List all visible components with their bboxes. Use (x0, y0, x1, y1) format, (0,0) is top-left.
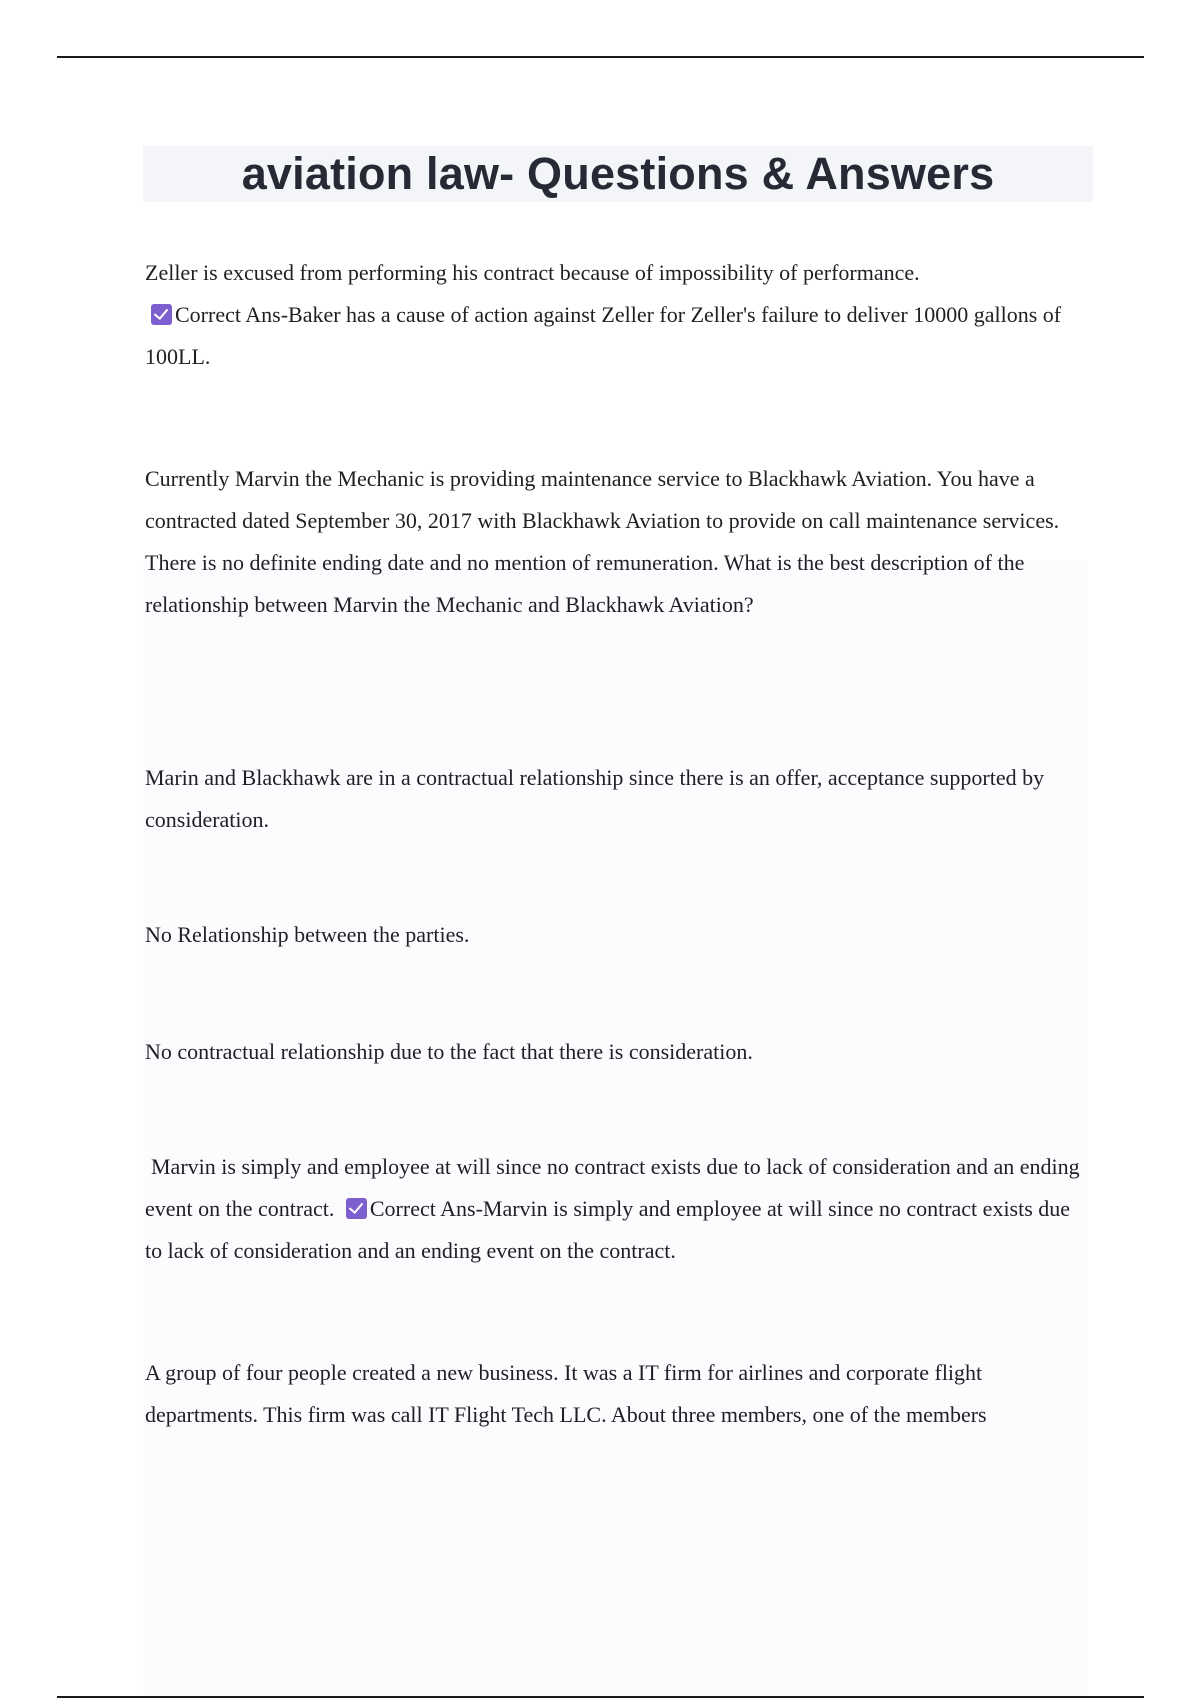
option-text: No contractual relationship due to the fact that there is consideration. (145, 1039, 753, 1064)
qa-block-3 (145, 757, 1090, 841)
qa-block-4 (145, 914, 1090, 956)
qa-block-1 (145, 252, 1090, 378)
option-text: Marvin is simply and employee at will since no contract exists due to lack of consideration and an ending event on the contract. (145, 1154, 1080, 1221)
top-divider (57, 56, 1144, 58)
question-text: A group of four people created a new business. It was a IT firm for airlines and corporate flight departments. This firm was call IT Flight Tech LLC. About three members, one of the members (145, 1360, 987, 1427)
qa-block-6 (145, 1146, 1090, 1272)
qa-block-5 (145, 1031, 1090, 1073)
option-text: No Relationship between the parties. (145, 922, 470, 947)
qa-block-7 (145, 1352, 1090, 1436)
answer-text: Correct Ans-Baker has a cause of action against Zeller for Zeller's failure to deliver 10000 gallons of 100LL. (145, 302, 1062, 369)
title-banner (143, 146, 1093, 202)
question-text: Zeller is excused from performing his contract because of impossibility of performance. (145, 260, 920, 285)
option-text: Marin and Blackhawk are in a contractual relationship since there is an offer, acceptance supported by consideration. (145, 765, 1045, 832)
content-background (143, 560, 1088, 1696)
checkbox-checked-icon (151, 304, 172, 325)
answer-text: Correct Ans-Marvin is simply and employee at will since no contract exists due to lack of consideration and an ending event on the contract. (145, 1196, 1071, 1263)
page-title: aviation law- Questions & Answers (241, 148, 995, 199)
bottom-divider (57, 1696, 1144, 1698)
qa-block-2 (145, 458, 1090, 626)
question-text: Currently Marvin the Mechanic is providing maintenance service to Blackhawk Aviation. You have a contracted dated September 30, 2017 with Blackhawk Aviation to provide on call maintenance services. There is no definite ending date and no mention of remuneration. What is the best description of the relationship between Marvin the Mechanic and Blackhawk Aviation? (145, 466, 1060, 617)
checkbox-checked-icon (346, 1198, 367, 1219)
